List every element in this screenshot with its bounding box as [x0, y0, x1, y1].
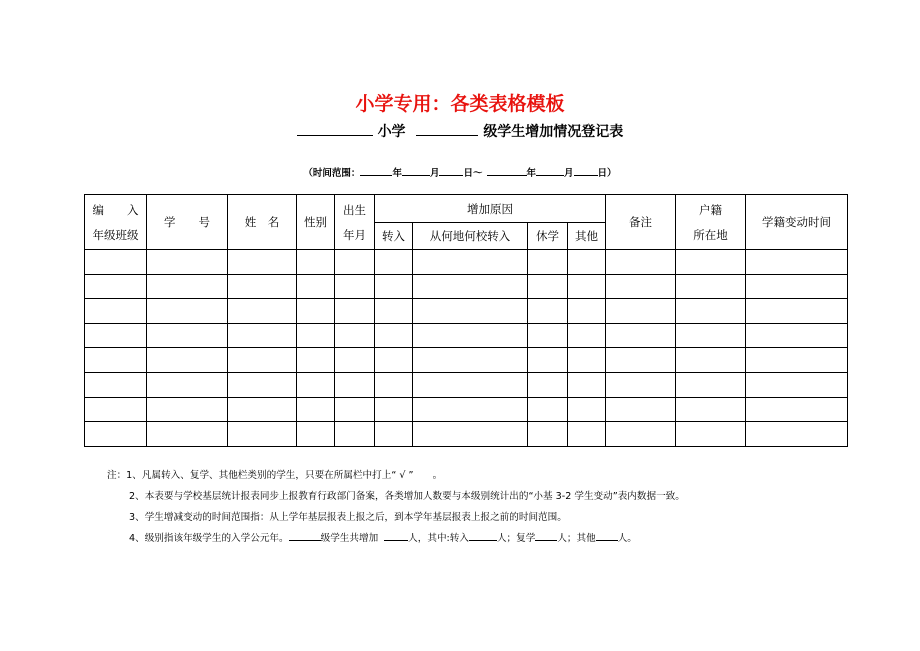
table-cell[interactable]	[676, 250, 746, 275]
table-row	[85, 299, 848, 324]
note4-grade-blank[interactable]	[289, 529, 321, 541]
note4-transfer-blank[interactable]	[469, 529, 497, 541]
start-year-blank[interactable]	[360, 164, 392, 176]
table-cell[interactable]	[228, 250, 297, 275]
table-cell[interactable]	[297, 274, 335, 299]
table-cell[interactable]	[413, 250, 528, 275]
note4-total-blank[interactable]	[384, 529, 408, 541]
header-grade-class: 编 入 年级班级	[85, 195, 147, 250]
table-cell[interactable]	[746, 299, 848, 324]
table-cell[interactable]	[606, 299, 676, 324]
table-cell[interactable]	[413, 422, 528, 447]
table-cell[interactable]	[676, 348, 746, 373]
table-cell[interactable]	[746, 372, 848, 397]
header-increase-reason: 增加原因	[375, 195, 606, 223]
table-cell[interactable]	[606, 372, 676, 397]
table-cell[interactable]	[335, 274, 375, 299]
table-cell[interactable]	[228, 397, 297, 422]
table-cell[interactable]	[297, 422, 335, 447]
table-cell[interactable]	[746, 422, 848, 447]
page-title: 小学专用：各类表格模板	[355, 93, 565, 115]
header-transfer-in: 转入	[375, 223, 413, 250]
header-transfer-from: 从何地何校转入	[413, 223, 528, 250]
header-student-id: 学 号	[147, 195, 228, 250]
start-month-blank[interactable]	[402, 164, 430, 176]
note4-resume-blank[interactable]	[535, 529, 557, 541]
table-cell[interactable]	[528, 372, 568, 397]
note-1: 注：1、凡属转入、复学、其他栏类别的学生，只要在所属栏中打上“ √ ” 。	[107, 470, 443, 481]
table-cell[interactable]	[606, 422, 676, 447]
table-cell[interactable]	[676, 397, 746, 422]
table-cell[interactable]	[676, 372, 746, 397]
table-cell[interactable]	[528, 397, 568, 422]
table-row	[85, 422, 848, 447]
table-cell[interactable]	[85, 274, 147, 299]
notes	[107, 465, 685, 549]
table-row	[85, 274, 848, 299]
table-cell[interactable]	[147, 348, 228, 373]
table-cell[interactable]	[528, 299, 568, 324]
table-cell[interactable]	[568, 323, 606, 348]
table-cell[interactable]	[375, 397, 413, 422]
table-cell[interactable]	[375, 274, 413, 299]
table-cell[interactable]	[606, 323, 676, 348]
table-cell[interactable]	[85, 397, 147, 422]
table-cell[interactable]	[335, 397, 375, 422]
table-cell[interactable]	[606, 250, 676, 275]
table-cell[interactable]	[375, 372, 413, 397]
table-cell[interactable]	[147, 299, 228, 324]
table-cell[interactable]	[676, 299, 746, 324]
table-cell[interactable]	[606, 348, 676, 373]
table-cell[interactable]	[228, 323, 297, 348]
table-cell[interactable]	[375, 422, 413, 447]
table-cell[interactable]	[676, 323, 746, 348]
grade-blank[interactable]	[416, 121, 478, 136]
table-cell[interactable]	[413, 274, 528, 299]
table-cell[interactable]	[528, 348, 568, 373]
note-3: 3、学生增减变动的时间范围指：从上学年基层报表上报之后，到本学年基层报表上报之前的时间范围。	[129, 512, 567, 523]
table-cell[interactable]	[335, 323, 375, 348]
header-birth: 出生 年月	[335, 195, 375, 250]
table-cell[interactable]	[746, 274, 848, 299]
table-cell[interactable]	[375, 348, 413, 373]
end-day-blank[interactable]	[574, 164, 598, 176]
start-day-blank[interactable]	[439, 164, 463, 176]
table-cell[interactable]	[85, 250, 147, 275]
table-cell[interactable]	[568, 422, 606, 447]
header-row-1	[85, 195, 848, 223]
table-cell[interactable]	[147, 397, 228, 422]
table-cell[interactable]	[297, 372, 335, 397]
header-household: 户籍 所在地	[676, 195, 746, 250]
table-cell[interactable]	[297, 299, 335, 324]
table-cell[interactable]	[228, 299, 297, 324]
table-row	[85, 372, 848, 397]
table-row	[85, 250, 848, 275]
table-cell[interactable]	[528, 422, 568, 447]
table-cell[interactable]	[297, 323, 335, 348]
table-cell[interactable]	[85, 372, 147, 397]
table-cell[interactable]	[746, 397, 848, 422]
school-blank[interactable]	[297, 121, 373, 136]
table-cell[interactable]	[746, 348, 848, 373]
table-cell[interactable]	[147, 274, 228, 299]
registration-table	[84, 194, 848, 447]
table-cell[interactable]	[85, 348, 147, 373]
table-cell[interactable]	[413, 323, 528, 348]
table-cell[interactable]	[297, 348, 335, 373]
table-cell[interactable]	[335, 348, 375, 373]
table-cell[interactable]	[568, 274, 606, 299]
header-suspension: 休学	[528, 223, 568, 250]
end-month-blank[interactable]	[536, 164, 564, 176]
table-cell[interactable]	[413, 348, 528, 373]
table-cell[interactable]	[335, 250, 375, 275]
table-cell[interactable]	[606, 274, 676, 299]
table-cell[interactable]	[335, 372, 375, 397]
table-cell[interactable]	[228, 348, 297, 373]
table-cell[interactable]	[568, 250, 606, 275]
table-cell[interactable]	[528, 323, 568, 348]
table-cell[interactable]	[335, 299, 375, 324]
header-gender: 性别	[297, 195, 335, 250]
note-2: 2、本表要与学校基层统计报表同步上报教育行政部门备案，各类增加人数要与本级别统计出的“小基 3-2 学生变动”表内数据一致。	[129, 491, 685, 502]
header-other: 其他	[568, 223, 606, 250]
table-cell[interactable]	[297, 250, 335, 275]
table-cell[interactable]	[147, 372, 228, 397]
table-cell[interactable]	[568, 397, 606, 422]
header-name: 姓 名	[228, 195, 297, 250]
table-row	[85, 323, 848, 348]
header-change-time: 学籍变动时间	[746, 195, 848, 250]
table-cell[interactable]	[147, 323, 228, 348]
table-cell[interactable]	[413, 299, 528, 324]
table-row	[85, 397, 848, 422]
table-cell[interactable]	[85, 323, 147, 348]
table-cell[interactable]	[568, 299, 606, 324]
end-year-blank[interactable]	[487, 164, 527, 176]
table-cell[interactable]	[606, 397, 676, 422]
table-cell[interactable]	[676, 422, 746, 447]
table-cell[interactable]	[568, 348, 606, 373]
table-cell[interactable]	[228, 422, 297, 447]
form-subtitle	[0, 121, 920, 141]
table-cell[interactable]	[676, 274, 746, 299]
time-range: （时间范围： 年 月 日～ 年 月 日）	[0, 164, 920, 179]
subtitle-form-label: 级学生增加情况登记表	[483, 124, 624, 140]
subtitle-school-label: 小学	[377, 124, 406, 140]
table-cell[interactable]	[335, 422, 375, 447]
table-cell[interactable]	[375, 250, 413, 275]
table-cell[interactable]	[297, 397, 335, 422]
table-cell[interactable]	[147, 422, 228, 447]
table-cell[interactable]	[568, 372, 606, 397]
note-4: 4、级别指该年级学生的入学公元年。 级学生共增加 人，其中:转入 人；复学 人；其他 人。	[107, 528, 685, 549]
table-cell[interactable]	[528, 274, 568, 299]
table-row	[85, 348, 848, 373]
table-cell[interactable]	[375, 323, 413, 348]
header-remarks: 备注	[606, 195, 676, 250]
table-cell[interactable]	[85, 299, 147, 324]
table-cell[interactable]	[413, 372, 528, 397]
table-cell[interactable]	[147, 250, 228, 275]
table-cell[interactable]	[375, 299, 413, 324]
table-cell[interactable]	[228, 274, 297, 299]
table-cell[interactable]	[413, 397, 528, 422]
table-cell[interactable]	[746, 250, 848, 275]
note4-other-blank[interactable]	[596, 529, 618, 541]
table-cell[interactable]	[528, 250, 568, 275]
table-cell[interactable]	[85, 422, 147, 447]
table-cell[interactable]	[228, 372, 297, 397]
table-cell[interactable]	[746, 323, 848, 348]
